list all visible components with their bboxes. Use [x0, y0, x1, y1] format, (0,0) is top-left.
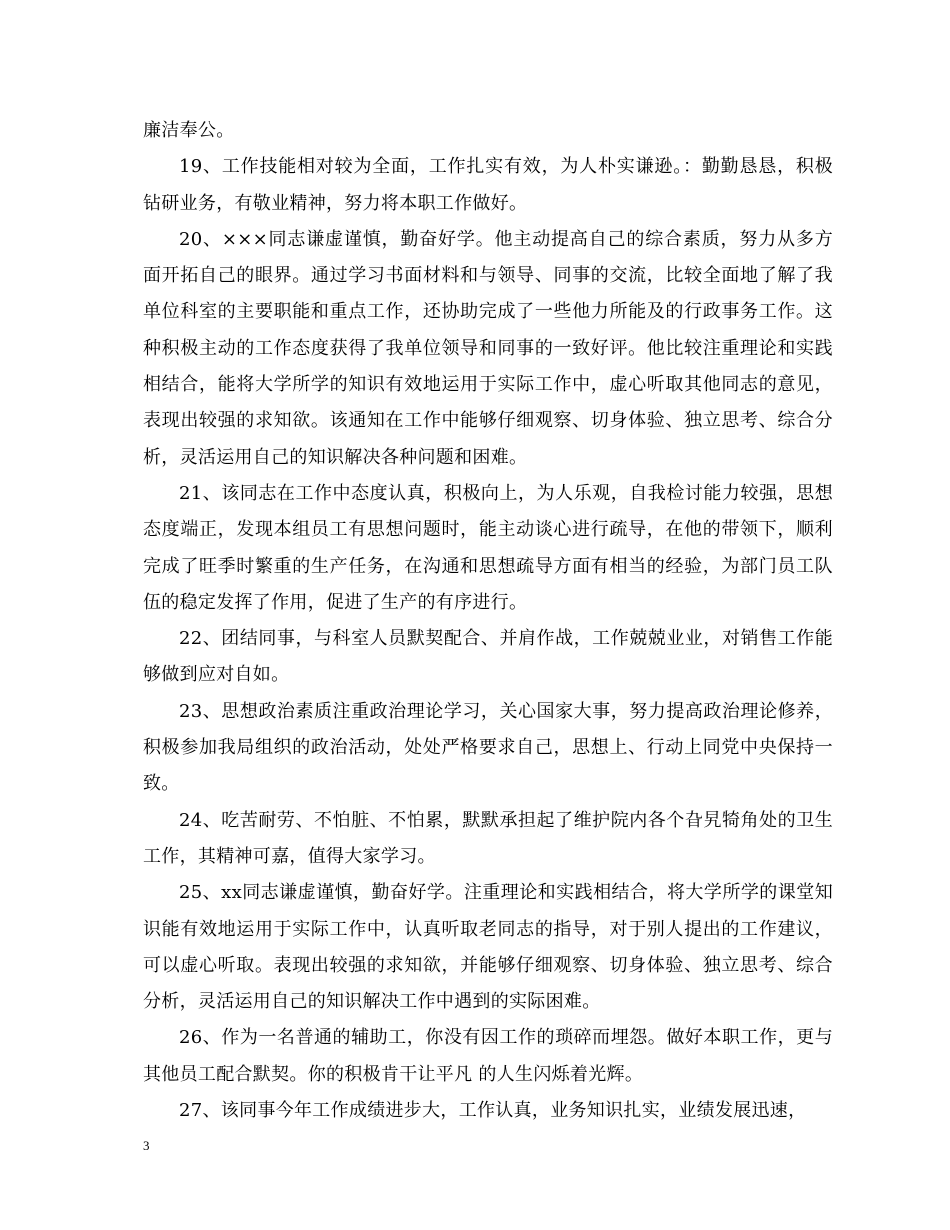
paragraph-item-21: 21、该同志在工作中态度认真，积极向上，为人乐观，自我检讨能力较强，思想态度端正，发现本组员工有思想问题时，能主动谈心进行疏导，在他的带领下，顺利完成了旺季时繁重的生产任务，在沟通和思想疏导方面有相当的经验，为部门员工队伍的稳定发挥了作用，促进了生产的有序进行。 — [143, 482, 833, 613]
page-number: 3 — [143, 1138, 150, 1153]
paragraph-item-24: 24、吃苦耐劳、不怕脏、不怕累，默默承担起了维护院内各个旮旯犄角处的卫生工作，其精神可嘉，值得大家学习。 — [143, 809, 833, 867]
paragraph-continuation: 廉洁奉公。 — [143, 120, 235, 141]
paragraph-item-27: 27、该同事今年工作成绩进步大，工作认真，业务知识扎实，业绩发展迅速， — [179, 1100, 807, 1122]
paragraph-item-22: 22、团结同事，与科室人员默契配合、并肩作战，工作兢兢业业，对销售工作能够做到应对自如。 — [143, 628, 833, 686]
paragraph-item-23: 23、思想政治素质注重政治理论学习，关心国家大事，努力提高政治理论修养，积极参加我局组织的政治活动，处处严格要求自己，思想上、行动上同党中央保持一致。 — [143, 700, 833, 795]
paragraph-item-19: 19、工作技能相对较为全面，工作扎实有效，为人朴实谦逊。：勤勤恳恳，积极钻研业务，有敬业精神，努力将本职工作做好。 — [143, 156, 833, 214]
paragraph-item-26: 26、作为一名普通的辅助工，你没有因工作的琐碎而埋怨。做好本职工作，更与其他员工配合默契。你的积极肯干让平凡 的人生闪烁着光辉。 — [143, 1027, 833, 1085]
paragraph-item-25: 25、xx同志谦虚谨慎，勤奋好学。注重理论和实践相结合，将大学所学的课堂知识能有效地运用于实际工作中，认真听取老同志的指导，对于别人提出的工作建议，可以虚心听取。表现出较强的求知欲，并能够仔细观察、切身体验、独立思考、综合分析，灵活运用自己的知识解决工作中遇到的实际困难。 — [143, 882, 833, 1013]
document-body — [143, 113, 833, 1129]
paragraph-item-20: 20、×××同志谦虚谨慎，勤奋好学。他主动提高自己的综合素质，努力从多方面开拓自己的眼界。通过学习书面材料和与领导、同事的交流，比较全面地了解了我单位科室的主要职能和重点工作，还协助完成了一些他力所能及的行政事务工作。这种积极主动的工作态度获得了我单位领导和同事的一致好评。他比较注重理论和实践相结合，能将大学所学的知识有效地运用于实际工作中，虚心听取其他同志的意见，表现出较强的求知欲。该通知在工作中能够仔细观察、切身体验、独立思考、综合分析，灵活运用自己的知识解决各种问题和困难。 — [143, 228, 833, 468]
